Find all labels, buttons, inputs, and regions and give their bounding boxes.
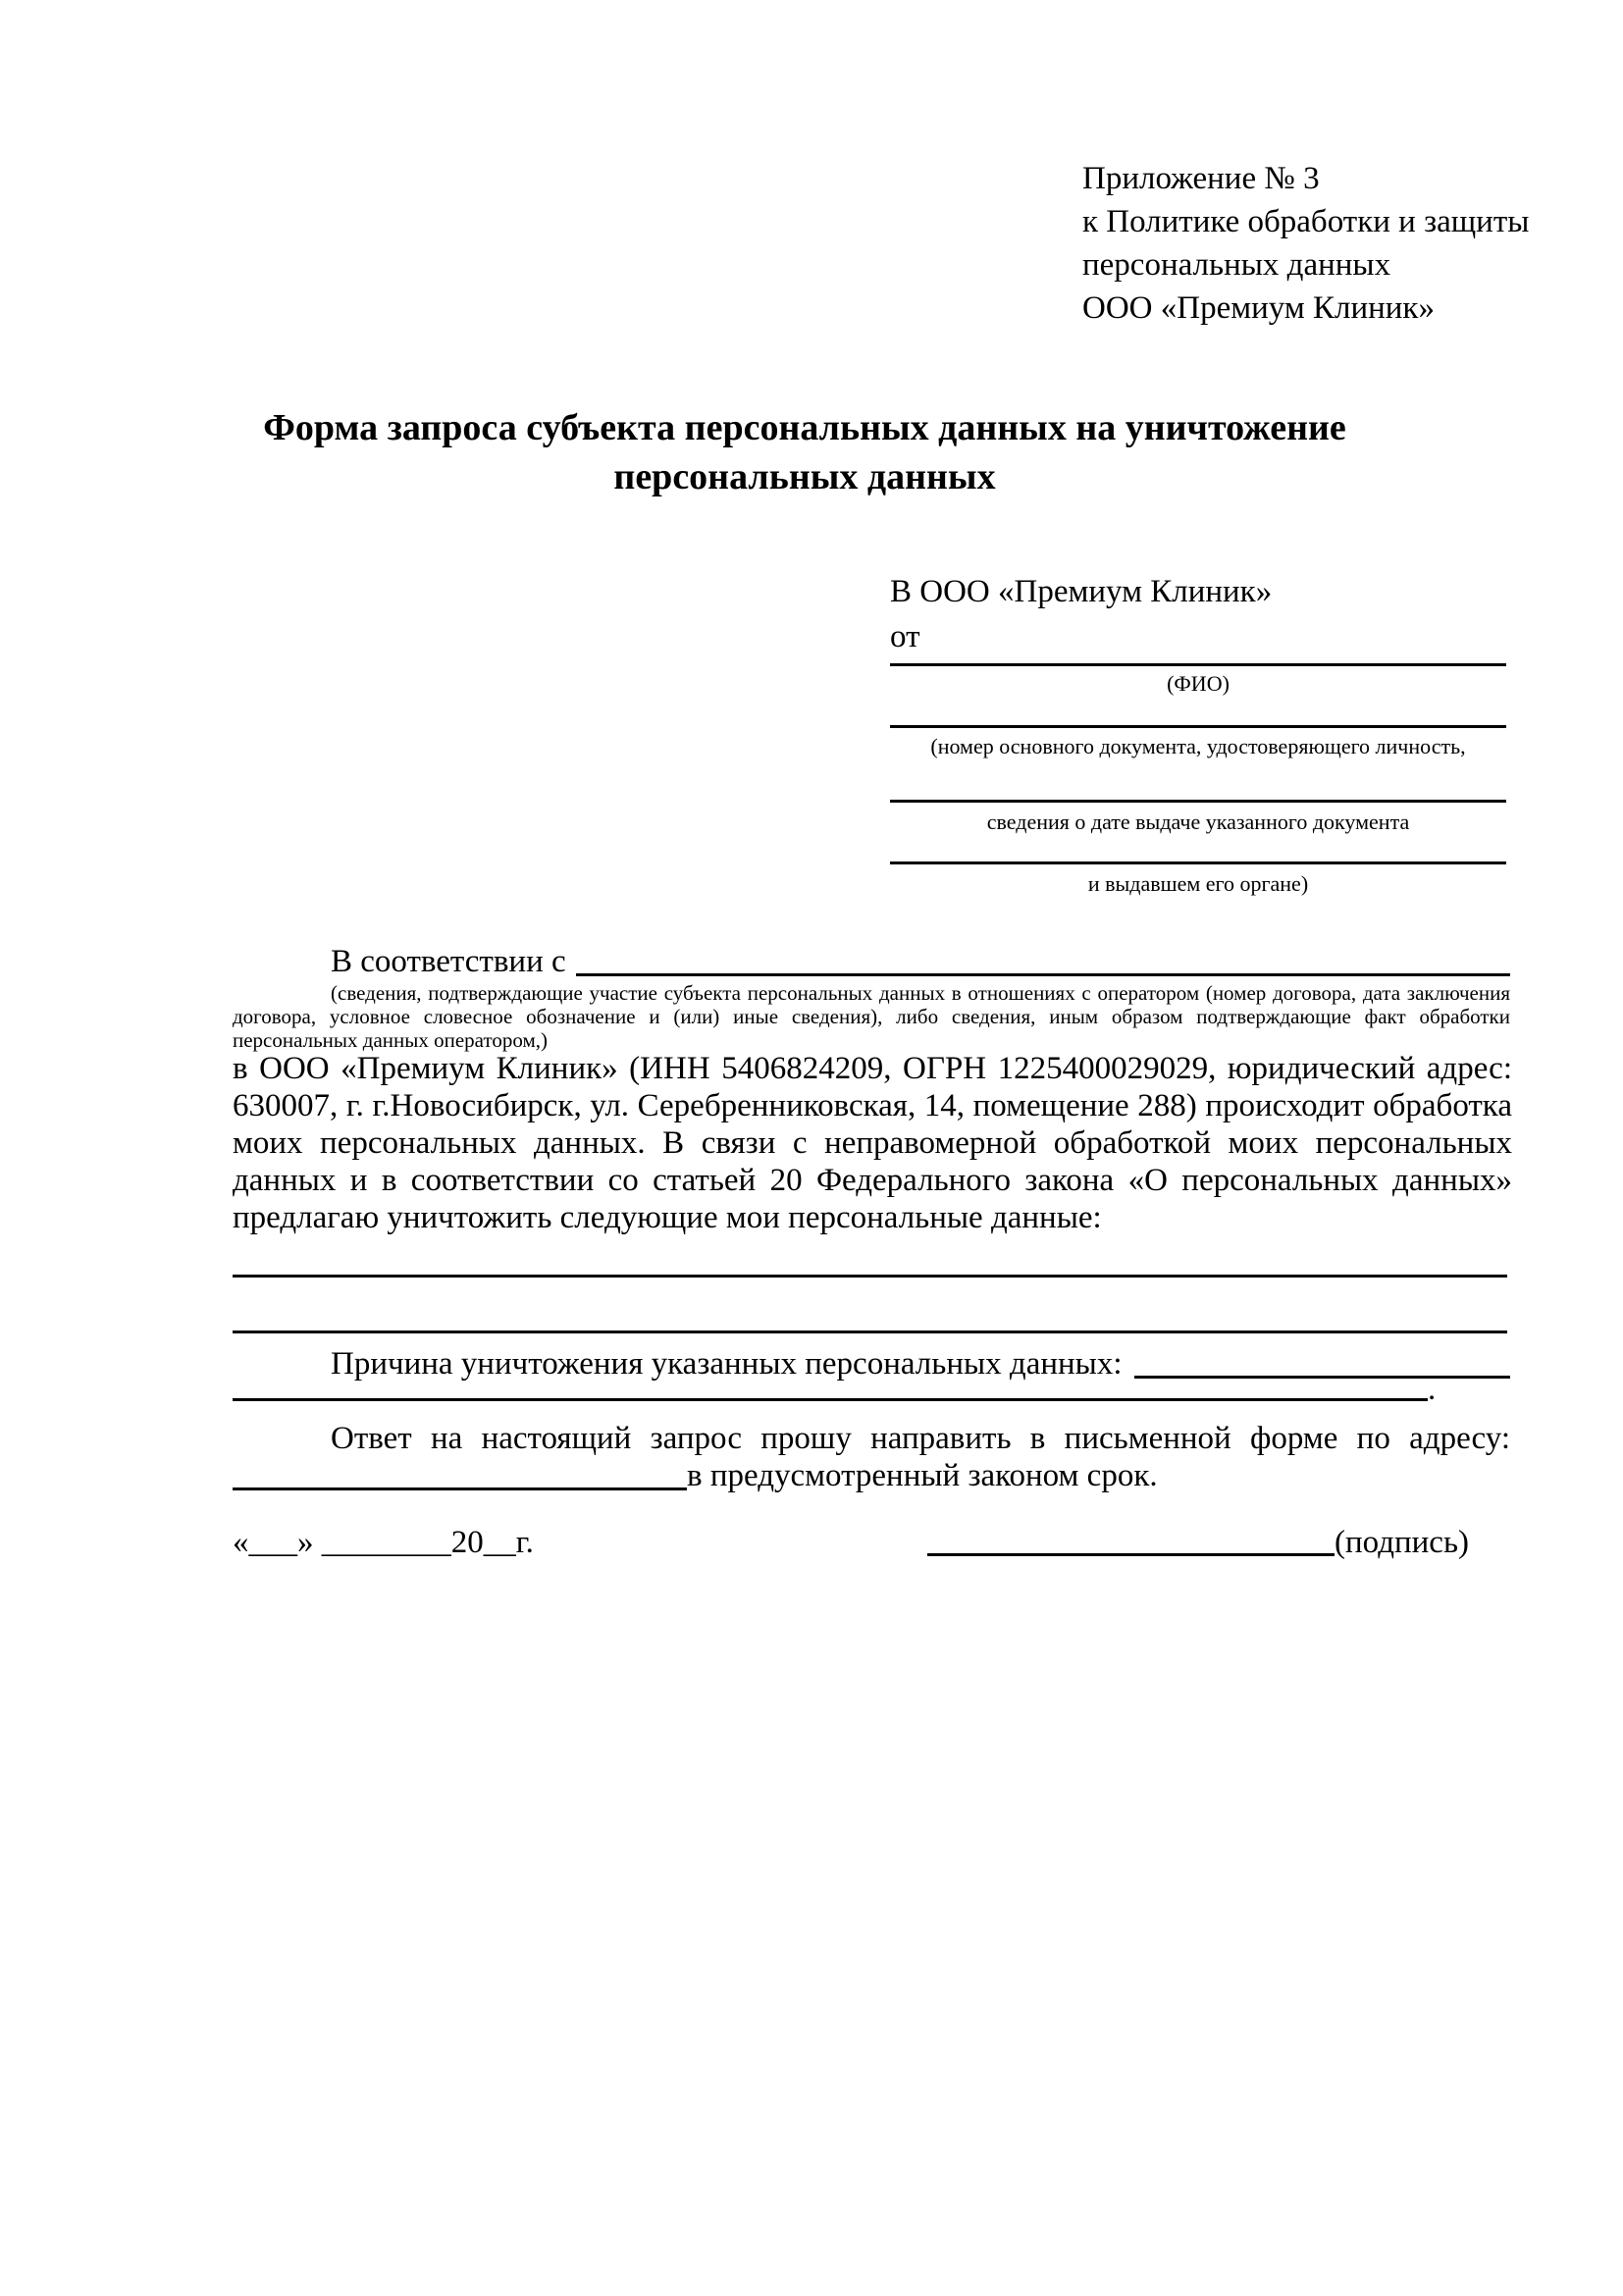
personal-data-blank-line-2 [233, 1331, 1507, 1333]
personal-data-blank-line-1 [233, 1275, 1507, 1278]
issue-date-blank-line [890, 800, 1506, 803]
appendix-reference-block [1082, 157, 1529, 330]
issuing-authority-blank-line [890, 861, 1506, 864]
appendix-line: ООО «Премиум Клиник» [1082, 290, 1435, 326]
answer-sentence: Ответ на настоящий запрос прошу направить в письменной форме по адресу: [331, 1421, 1510, 1456]
reason-label: Причина уничтожения указанных персональных данных: [331, 1346, 1123, 1382]
fio-caption: (ФИО) [1167, 671, 1230, 696]
accordance-blank-line [576, 973, 1510, 976]
date-blank: «___» ________20__г. [233, 1525, 534, 1560]
accordance-row [233, 942, 1510, 981]
appendix-line: Приложение № 3 [1082, 161, 1320, 196]
first-line-indent [233, 942, 331, 981]
reason-continuation-row [233, 1370, 1510, 1409]
addressee-from-label: от [890, 619, 920, 654]
fio-blank-line [890, 663, 1506, 666]
body-paragraph: в ООО «Премиум Клиник» (ИНН 5406824209, ОГРН 1225400029029, юридический адрес: 630007, г. г.Новосибирск, ул. Серебренниковская, 14, помещение 288) происходит обработка моих персональных данных. В связи с неправомерной обработкой моих персональных данных и в соответствии со статьей 20 Федерального закона «О персональных данных» предлагаю уничтожить следующие мои персональные данные: [233, 1051, 1512, 1235]
appendix-line: к Политике обработки и защиты [1082, 204, 1530, 239]
date-signature-row [233, 1523, 1510, 1562]
issue-date-caption: сведения о дате выдаче указанного документа [986, 809, 1410, 834]
signature-blank-line [927, 1553, 1335, 1556]
addressee-to: В ООО «Премиум Клиник» [890, 574, 1273, 609]
answer-address-row [233, 1456, 1510, 1495]
accordance-label: В соответствии с [331, 944, 566, 979]
appendix-line: персональных данных [1082, 247, 1391, 283]
answer-tail: в предусмотренный законом срок. [687, 1458, 1158, 1493]
address-blank-line [233, 1487, 687, 1490]
reason-continuation-blank-line [233, 1398, 1428, 1401]
accordance-footnote: (сведения, подтверждающие участие субъекта персональных данных в отношениях с оператором (номер договора, дата заключения договора, условное словесное обозначение и (или) иные сведения), либо сведения, иным образом подтверждающие факт обработки персональных данных оператором,) [233, 981, 1510, 1052]
document-number-blank-line [890, 725, 1506, 728]
signature-group [927, 1523, 1510, 1562]
document-title: Форма запроса субъекта персональных данных на уничтожение персональных данных [263, 407, 1346, 497]
issuing-authority-caption: и выдавшем его органе) [1087, 871, 1309, 896]
document-number-caption: (номер основного документа, удостоверяющего личность, [930, 734, 1466, 758]
line-terminator: . [1428, 1372, 1437, 1407]
signature-caption: (подпись) [1335, 1525, 1469, 1560]
